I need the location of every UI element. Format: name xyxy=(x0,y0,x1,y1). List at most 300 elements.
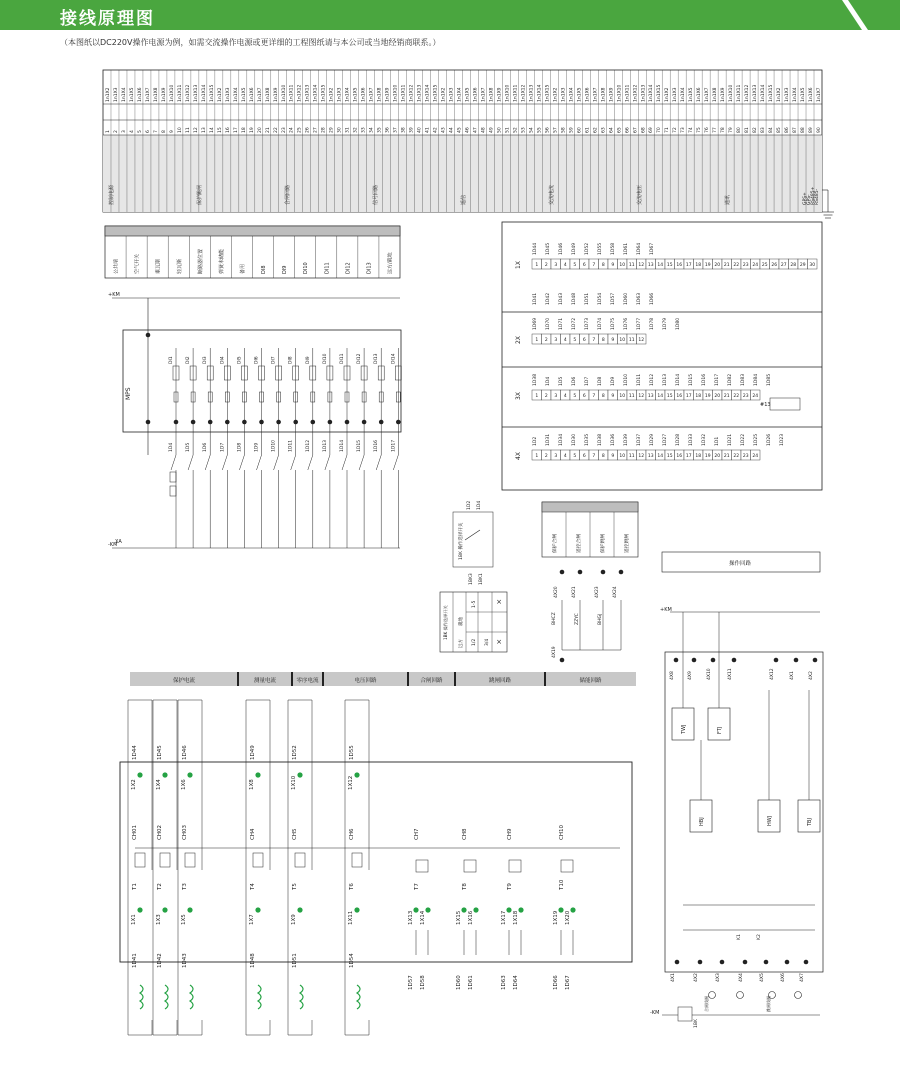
strip-number: 55 xyxy=(537,127,543,133)
strip-number: 17 xyxy=(233,127,239,133)
connector-name: 2X xyxy=(515,336,522,344)
connector-top-label: 1D58 xyxy=(611,242,616,255)
connector-top-label: 1D15 xyxy=(689,373,694,386)
control-terminal-dot xyxy=(720,960,725,965)
strip-signal-label: 1n1X4 xyxy=(793,87,799,102)
io-di-label: DI14 xyxy=(391,353,397,364)
strip-number: 74 xyxy=(689,127,695,133)
ct-lower-dot xyxy=(162,907,167,912)
connector-pin-number: 8 xyxy=(601,394,605,399)
connector-pin-number: 16 xyxy=(676,263,683,268)
control-terminal-dot xyxy=(785,960,790,965)
strip-signal-label: 1n1X10 xyxy=(617,84,623,102)
strip-signal-label: 1n1X12 xyxy=(185,84,191,102)
connector-pin-number: 9 xyxy=(611,338,615,343)
io-relay-coil xyxy=(170,472,176,482)
relay-label: FTJ xyxy=(717,726,723,734)
ct-upper-dot xyxy=(297,772,302,777)
ct-label: CH02 xyxy=(157,825,163,840)
vt-lower-dot xyxy=(570,907,575,912)
io-header-label: 弹簧未储能 xyxy=(218,248,225,274)
vt-bottom-terminal: 1D67 xyxy=(565,975,571,990)
connector-pin-number: 14 xyxy=(657,394,664,399)
strip-number: 11 xyxy=(185,127,191,133)
connector-bottom-label: 1D42 xyxy=(546,292,551,305)
strip-signal-label: 1n1X8 xyxy=(713,87,719,102)
strip-number: 20 xyxy=(257,127,263,133)
ct-top-terminal: 1D52 xyxy=(292,745,298,760)
io-di-label: DI12 xyxy=(357,353,363,364)
connector-top-label: 1D9 xyxy=(611,376,616,386)
strip-signal-label: 1n1X6 xyxy=(473,87,479,102)
strip-number: 24 xyxy=(289,127,295,133)
connector-boxes xyxy=(502,222,822,490)
strip-signal-label: 1n1X5 xyxy=(465,87,471,102)
remote-table-label: 遥控跳闸 xyxy=(625,533,630,553)
connector-pin-number: 6 xyxy=(582,394,586,399)
strip-signal-label: 1n1X14 xyxy=(649,84,655,102)
connector-pin-number: 3 xyxy=(554,394,558,399)
strip-number: 12 xyxy=(193,127,199,133)
connector-top-label: 1D49 xyxy=(572,242,577,255)
strip-signal-label: 1n1X6 xyxy=(249,87,255,102)
strip-number: 15 xyxy=(217,127,223,133)
connector-bottom-label: 1D43 xyxy=(559,292,564,305)
transformer-label: T6 xyxy=(349,883,355,890)
strip-number: 36 xyxy=(385,127,391,133)
strip-number: 29 xyxy=(329,127,335,133)
control-terminal-dot xyxy=(711,658,716,663)
control-terminal-dot xyxy=(698,960,703,965)
control-terminal-dot xyxy=(692,658,697,663)
switch-title: 1BK 操作选择开关 xyxy=(459,522,464,560)
strip-number: 73 xyxy=(681,127,687,133)
ct-upper-x: 1X6 xyxy=(181,779,187,790)
strip-number: 19 xyxy=(249,127,255,133)
strip-signal-label: 1n1X10 xyxy=(281,84,287,102)
connector-pin-number: 10 xyxy=(619,394,626,399)
io-terminal-label: 1D17 xyxy=(391,439,397,452)
strip-number: 63 xyxy=(601,127,607,133)
current-band-divider xyxy=(407,672,409,686)
connector-top-label: 1D26 xyxy=(767,433,772,446)
ct-lower-x: 1X1 xyxy=(131,914,137,925)
strip-signal-label: 1n1X15 xyxy=(209,84,215,102)
connector-pin-number: 23 xyxy=(742,394,749,399)
strip-signal-label: 1n1X11 xyxy=(625,84,631,102)
connector-pin-number: 23 xyxy=(742,263,749,268)
connector-bottom-label: 1D51 xyxy=(585,292,590,305)
transformer xyxy=(464,860,476,872)
connector-pin-number: 21 xyxy=(723,394,730,399)
vt-label: CH7 xyxy=(414,828,420,840)
strip-number: 47 xyxy=(473,127,479,133)
io-terminal-label: 1D13 xyxy=(322,439,328,452)
connector-pin-number: 17 xyxy=(685,263,692,268)
strip-number: 35 xyxy=(377,127,383,133)
strip-number: 84 xyxy=(769,127,775,133)
io-terminal-label: 1D4 xyxy=(169,442,174,452)
strip-signal-label: 1n1X15 xyxy=(545,84,551,102)
strip-signal-label: 1n1X6 xyxy=(137,87,143,102)
strip-signal-label: 1n1X5 xyxy=(241,87,247,102)
connector-top-label: 1D73 xyxy=(585,317,590,330)
strip-group-label: 交流电压 xyxy=(637,184,643,205)
strip-signal-label: 1n1X15 xyxy=(769,84,775,102)
strip-signal-label: 1n1X3 xyxy=(561,87,567,102)
control-terminal-label: 4X5 xyxy=(760,973,765,982)
connector-pin-number: 5 xyxy=(573,454,577,459)
connector-top-label: 1D33 xyxy=(689,433,694,446)
io-terminal-label: 1D7 xyxy=(220,442,226,452)
strip-signal-label: 1n1X7 xyxy=(817,87,823,102)
connector-pin-number: 26 xyxy=(771,263,778,268)
remote-table-label: 保护跳闸 xyxy=(601,533,606,553)
transformer-label: T7 xyxy=(414,883,420,890)
remote-terminal-dot xyxy=(619,570,624,575)
relay-label: HWJ xyxy=(767,815,773,826)
transformer-label: T5 xyxy=(292,883,298,890)
io-header-label: DI13 xyxy=(366,262,373,274)
ct-upper-x: 1X4 xyxy=(156,779,162,790)
io-di-label: DI1 xyxy=(169,356,174,364)
strip-number: 66 xyxy=(625,127,631,133)
current-band-divider xyxy=(237,672,239,686)
connector-top-label: 1D6 xyxy=(572,376,577,386)
connector-top-label: 1D23 xyxy=(780,433,785,446)
vt-lower-dot xyxy=(473,907,478,912)
current-band-divider xyxy=(322,672,324,686)
control-terminal-label: 4X4 xyxy=(739,973,744,982)
strip-signal-label: 1n1X12 xyxy=(745,84,751,102)
vt-label: CH8 xyxy=(462,828,468,840)
connector-top-label: 1D44 xyxy=(533,242,538,255)
ct-bottom-terminal: 1D54 xyxy=(349,953,355,968)
remote-terminal-dot xyxy=(578,570,583,575)
connector-top-label: 1D27 xyxy=(663,433,668,446)
io-terminal-label: 1D8 xyxy=(237,442,243,452)
transformer-label: T1 xyxy=(132,883,138,890)
io-contact xyxy=(376,455,381,470)
connector-top-label: 1D25 xyxy=(754,433,759,446)
ct-coil xyxy=(165,985,168,1009)
remote-terminal-dot xyxy=(560,658,565,663)
transformer xyxy=(509,860,521,872)
strip-number: 59 xyxy=(569,127,575,133)
connector-pin-number: 17 xyxy=(685,454,692,459)
switch-grid-x: × xyxy=(496,638,502,646)
strip-number: 68 xyxy=(641,127,647,133)
connector-pin-number: 11 xyxy=(628,454,635,459)
strip-signal-label: 1n1X11 xyxy=(513,84,519,102)
io-contact xyxy=(291,455,296,470)
relay-label: TWJ xyxy=(681,724,687,734)
connector-pin-number: 22 xyxy=(733,454,740,459)
strip-signal-label: 1n1X9 xyxy=(497,87,503,102)
switch-grid-cell: 就地 xyxy=(459,617,464,626)
connector-pin-number: 1 xyxy=(535,394,539,399)
remote-terminal-label: 4X21 xyxy=(572,586,577,598)
control-terminal-label: 4X10 xyxy=(707,668,712,680)
io-input-dot xyxy=(208,420,213,425)
strip-signal-label: 1n1X15 xyxy=(657,84,663,102)
connector-top-label: 1D11 xyxy=(637,373,642,386)
remote-terminal-dot xyxy=(601,570,606,575)
transformer xyxy=(135,853,145,867)
io-contact xyxy=(325,455,330,470)
switch-block xyxy=(440,501,507,652)
strip-number: 3 xyxy=(121,130,127,133)
strip-number: 34 xyxy=(369,127,375,133)
transformer-label: T9 xyxy=(507,883,513,890)
strip-number: 83 xyxy=(761,127,767,133)
io-header-label: 远方/就地 xyxy=(387,252,394,274)
strip-number: 23 xyxy=(281,127,287,133)
ct-top-terminal: 1D45 xyxy=(157,745,163,760)
connector-pin-number: 15 xyxy=(666,394,673,399)
io-terminal-label: 1D6 xyxy=(203,442,209,452)
strip-number: 22 xyxy=(273,127,279,133)
connector-bottom-label: 1D48 xyxy=(572,292,577,305)
vt-lower-x: 1X18 xyxy=(513,910,519,925)
strip-number: 25 xyxy=(297,127,303,133)
connector-pin-number: 6 xyxy=(582,263,586,268)
vt-lower-dot xyxy=(413,907,418,912)
connector-top-label: 1D2 xyxy=(533,436,538,446)
control-title: 操作回路 xyxy=(728,561,752,567)
ct-upper-dot xyxy=(354,772,359,777)
strip-number: 52 xyxy=(513,127,519,133)
io-terminal-label: 1D10 xyxy=(271,439,277,452)
io-header-label: 公共端 xyxy=(113,258,120,274)
io-header-label: 断路器位置 xyxy=(197,248,204,274)
strip-signal-label: 1n1X7 xyxy=(257,87,263,102)
ct-top-terminal: 1D55 xyxy=(349,745,355,760)
connector-pin-number: 2 xyxy=(544,394,548,399)
switch-grid-cell: 远方 xyxy=(459,639,464,648)
connector-pin-number: 20 xyxy=(714,394,721,399)
strip-signal-label: 1n1X10 xyxy=(169,84,175,102)
ct-lower-x: 1X9 xyxy=(291,914,297,925)
connector-top-label: 1D22 xyxy=(741,433,746,446)
connector-top-label: 1D69 xyxy=(533,317,538,330)
strip-signal-label: 1n1X4 xyxy=(233,87,239,102)
ct-upper-x: 1X2 xyxy=(131,779,137,790)
connector-top-label: 1D80 xyxy=(676,317,681,330)
io-di-label: DI9 xyxy=(305,356,311,364)
ct-lower-dot xyxy=(297,907,302,912)
strip-number: 53 xyxy=(521,127,527,133)
ct-label: CH03 xyxy=(182,825,188,840)
ct-top-terminal: 1D46 xyxy=(182,745,188,760)
current-band-label: 合闸回路 xyxy=(420,678,443,684)
strip-group-label: 遥信 xyxy=(461,194,467,205)
relay-box xyxy=(672,708,694,740)
connector-pin-number: 13 xyxy=(647,394,654,399)
io-header-label: DI11 xyxy=(324,262,331,274)
io-relay-coil xyxy=(170,486,176,496)
connector-pin-number: 29 xyxy=(799,263,806,268)
connector-pin-number: 8 xyxy=(601,454,605,459)
io-common-dot xyxy=(146,333,151,338)
connector-pin-number: 8 xyxy=(601,338,605,343)
control-terminal-dot xyxy=(804,960,809,965)
k1-label: K1 xyxy=(737,934,742,940)
switch-terminal-label: 1D4 xyxy=(477,500,482,510)
strip-number: 33 xyxy=(361,127,367,133)
connector-pin-number: 27 xyxy=(780,263,787,268)
strip-number: 77 xyxy=(713,127,719,133)
strip-signal-label: 1n1X15 xyxy=(433,84,439,102)
switch-terminal-label: 1BK3 xyxy=(469,573,474,585)
ct-label: CH6 xyxy=(349,828,355,840)
transformer-label: T3 xyxy=(182,883,188,890)
current-band-label: 保护电流 xyxy=(172,678,196,684)
connector-pin-number: 14 xyxy=(657,263,664,268)
connector-pin-number: 8 xyxy=(601,263,605,268)
connector-top-label: 1D70 xyxy=(546,317,551,330)
control-terminal-label: 4X7 xyxy=(800,973,805,982)
ct-label: CH4 xyxy=(250,828,256,840)
io-header-label: 备用 xyxy=(239,263,246,274)
connector-pin-number: 5 xyxy=(573,394,577,399)
strip-signal-label: 1n1X6 xyxy=(697,87,703,102)
strip-number: 21 xyxy=(265,127,271,133)
strip-group-label: 保护跳闸 xyxy=(197,184,203,205)
connector-name: 4X xyxy=(515,452,522,460)
io-contact xyxy=(359,455,364,470)
strip-signal-label: 1n1X8 xyxy=(601,87,607,102)
io-di-label: DI13 xyxy=(374,353,380,364)
connector-top-label: 1D38 xyxy=(598,433,603,446)
connector-top-label: 1D74 xyxy=(598,317,603,330)
connector-pin-number: 10 xyxy=(619,263,626,268)
strip-signal-label: 1n1X6 xyxy=(585,87,591,102)
ct-label: CH5 xyxy=(292,828,298,840)
km-plus-label: +KM xyxy=(660,607,672,613)
strip-number: 7 xyxy=(153,130,159,133)
strip-number: 49 xyxy=(489,127,495,133)
connector-bottom-label: 1D63 xyxy=(637,292,642,305)
connector-top-label: 1D12 xyxy=(650,373,655,386)
connector-pin-number: 21 xyxy=(723,454,730,459)
connector-pin-number: 4 xyxy=(563,263,567,268)
strip-number: 4 xyxy=(129,130,135,133)
strip-number: 56 xyxy=(545,127,551,133)
ct-coil xyxy=(190,985,193,1009)
strip-signal-label: 1n1X13 xyxy=(641,84,647,102)
vt-lower-x: 1X16 xyxy=(468,910,474,925)
ct-lower-dot xyxy=(255,907,260,912)
io-common-dot xyxy=(146,420,151,425)
strip-signal-label: 1n1X11 xyxy=(289,84,295,102)
io-header-label: 轻瓦斯 xyxy=(176,258,183,274)
bk-switch-box xyxy=(678,1007,692,1021)
strip-signal-label: 1n1X9 xyxy=(721,87,727,102)
ct-top-terminal: 1D44 xyxy=(132,745,138,760)
strip-signal-label: 1n1X3 xyxy=(225,87,231,102)
strip-number: 32 xyxy=(353,127,359,133)
strip-signal-label: 1n1X3 xyxy=(785,87,791,102)
strip-number: 81 xyxy=(745,127,751,133)
io-di-label: DI10 xyxy=(322,353,328,364)
switch-grid-cell: 1-5 xyxy=(472,600,477,608)
connector-top-label: 1D72 xyxy=(572,317,577,330)
remote-table-label: 保护合闸 xyxy=(553,533,558,553)
io-input-dot xyxy=(362,420,367,425)
connector-top-label: 1D71 xyxy=(559,317,564,330)
connector-pin-number: 11 xyxy=(628,338,635,343)
strip-signal-label: 1n1X2 xyxy=(553,87,559,102)
io-terminal-label: 1D12 xyxy=(305,439,311,452)
vt-bottom-terminal: 1D61 xyxy=(468,975,474,990)
connector-top-label: 1D83 xyxy=(741,373,746,386)
connector-top-label: 1D45 xyxy=(546,242,551,255)
strip-signal-label: 1n1X15 xyxy=(321,84,327,102)
strip-number: 67 xyxy=(633,127,639,133)
io-contact xyxy=(188,455,193,470)
current-band xyxy=(130,672,636,686)
connector-top-label: 1D85 xyxy=(767,373,772,386)
current-section xyxy=(120,672,636,1035)
strip-right-label: GPS+ xyxy=(803,192,808,205)
strip-number: 86 xyxy=(785,127,791,133)
connector-top-label: 1D4 xyxy=(546,376,551,386)
page-title: 接线原理图 xyxy=(60,9,155,29)
control-terminal-dot xyxy=(813,658,818,663)
ct-lower-x: 1X3 xyxy=(156,914,162,925)
connector-pin-number: 1 xyxy=(535,338,539,343)
strip-signal-label: 1n1X2 xyxy=(329,87,335,102)
strip-signal-label: 1n1X2 xyxy=(665,87,671,102)
connector-pin-number: 22 xyxy=(733,263,740,268)
vt-lower-dot xyxy=(506,907,511,912)
strip-signal-label: 1n1X2 xyxy=(441,87,447,102)
vt-lower-x: 1X19 xyxy=(553,910,559,925)
io-contact xyxy=(308,455,313,470)
connector-pin-number: 3 xyxy=(554,338,558,343)
connector-top-label: 1D67 xyxy=(650,242,655,255)
connector-top-label: 1D77 xyxy=(637,317,642,330)
strip-number: 57 xyxy=(553,127,559,133)
strip-signal-label: 1n1X4 xyxy=(681,87,687,102)
connector-pin-number: 24 xyxy=(752,454,759,459)
strip-signal-label: 1n1X12 xyxy=(633,84,639,102)
strip-number: 88 xyxy=(801,127,807,133)
strip-signal-label: 1n1X4 xyxy=(121,87,127,102)
ct-top-terminal: 1D49 xyxy=(250,745,256,760)
strip-number: 26 xyxy=(305,127,311,133)
strip-signal-label: 1n1X8 xyxy=(377,87,383,102)
io-input-dot xyxy=(345,420,350,425)
ct-upper-x: 1X10 xyxy=(291,775,297,790)
io-input-dot xyxy=(259,420,264,425)
strip-signal-label: 1n1X13 xyxy=(193,84,199,102)
connector-pin-number: 7 xyxy=(592,263,596,268)
connector-pin-number: 18 xyxy=(695,454,702,459)
connector-pin-number: 18 xyxy=(695,394,702,399)
transformer xyxy=(295,853,305,867)
connector-top-label: 1D31 xyxy=(546,433,551,446)
strip-group-label: 信号回路 xyxy=(373,184,379,205)
close-coil-label: 合闸线圈 xyxy=(704,996,709,1012)
strip-number: 44 xyxy=(449,127,455,133)
connector-pin-number: 13 xyxy=(647,263,654,268)
strip-signal-label: 1n1X10 xyxy=(729,84,735,102)
ct-lower-dot xyxy=(137,907,142,912)
strip-group-label: 交流电流 xyxy=(549,184,555,205)
connector-pin-number: 15 xyxy=(666,263,673,268)
